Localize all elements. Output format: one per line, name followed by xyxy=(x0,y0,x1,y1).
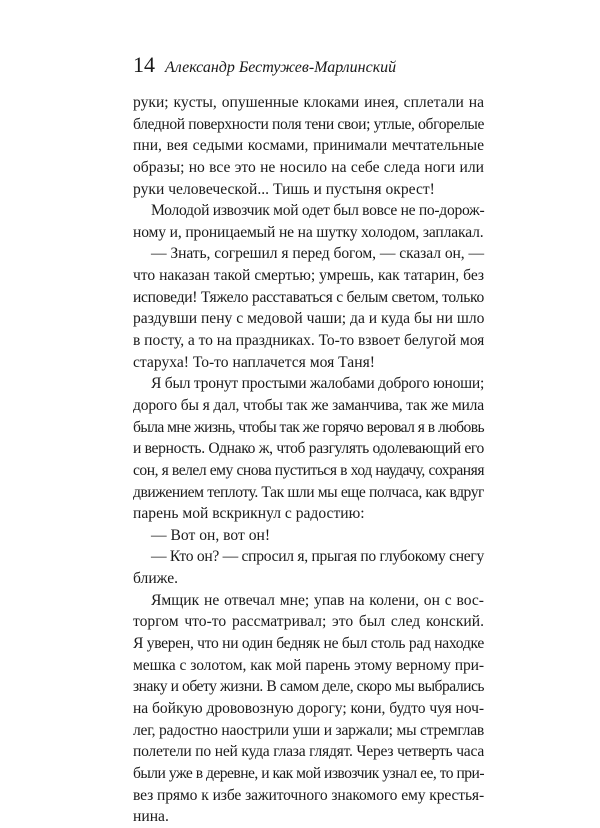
text-line: исповеди! Тяжело расставаться с белым светом, только xyxy=(133,288,484,306)
text-line: и верность. Однако ж, чтоб разгулять одолевающий его xyxy=(133,440,484,458)
running-head-title: Александр Бестужев-Марлинский xyxy=(165,59,397,76)
text-line: раздувши пену с медовой чаши; да и куда бы ни шло xyxy=(133,310,485,328)
text-line: парень мой вскрикнул с радостию: xyxy=(133,505,365,523)
text-line: — Кто он? — спросил я, прыгая по глубокому снегу xyxy=(151,548,484,566)
text-line: Молодой извозчик мой одет был вовсе не по-дорож- xyxy=(151,202,485,220)
text-line: полетели по ней куда глаза глядят. Через четверть часа xyxy=(133,743,484,761)
running-head xyxy=(133,52,396,78)
text-line: были уже в деревне, и как мой извозчик узнал ее, то при- xyxy=(133,764,484,782)
text-line: нина. xyxy=(133,808,169,826)
text-line: Я был тронут простыми жалобами доброго юноши; xyxy=(151,375,485,393)
text-line: торгом что-то рассматривал; это был след конский. xyxy=(133,613,484,631)
page-number: 14 xyxy=(133,52,155,77)
text-line: лег, радостно наострили уши и заржали; мы стремглав xyxy=(133,721,484,739)
text-line: образы; но все это не носило на себе следа ноги или xyxy=(133,158,484,176)
text-line: на бойкую дрововозную дорогу; кони, будто чуя ноч- xyxy=(133,699,485,717)
text-line: руки человеческой... Тишь и пустыня окрест! xyxy=(133,180,435,198)
text-line: ближе. xyxy=(133,570,179,588)
text-line: вез прямо к избе зажиточного знакомого ему крестья- xyxy=(133,786,484,804)
text-line: — Вот он, вот он! xyxy=(151,526,271,544)
text-line: знаку и обету жизни. В самом деле, скоро мы выбрались xyxy=(133,678,484,696)
text-line: что наказан такой смертью; умрешь, как татарин, без xyxy=(133,267,484,285)
text-line: сон, я велел ему снова пуститься в ход наудачу, сохраняя xyxy=(133,461,484,479)
text-line: — Знать, согрешил я перед богом, — сказал он, — xyxy=(151,245,484,263)
text-line: ному и, проницаемый не на шутку холодом, заплакал. xyxy=(133,223,484,241)
text-line: была мне жизнь, чтобы так же горячо веровал я в любовь xyxy=(133,418,484,436)
text-line: дорого бы я дал, чтобы так же заманчива, так же мила xyxy=(133,396,484,414)
text-line: Я уверен, что ни один бедняк не был столь рад находке xyxy=(133,635,484,653)
text-line: руки; кусты, опушенные клоками инея, сплетали на xyxy=(133,94,484,111)
text-line: Ямщик не отвечал мне; упав на колени, он с вос- xyxy=(151,591,484,609)
text-line: мешка с золотом, как мой парень этому верному при- xyxy=(133,656,484,674)
text-line: бледной поверхности поля тени свои; утлые, обгорелые xyxy=(133,115,484,133)
text-line: движением теплоту. Так шли мы еще полчаса, как вдруг xyxy=(133,483,484,501)
text-line: старуха! То-то наплачется моя Таня! xyxy=(133,353,375,371)
text-line: пни, вея седыми космами, принимали мечтательные xyxy=(133,137,484,155)
text-line: в посту, а то на праздниках. То-то взвоет белугой моя xyxy=(133,332,485,350)
body-text xyxy=(133,92,484,828)
